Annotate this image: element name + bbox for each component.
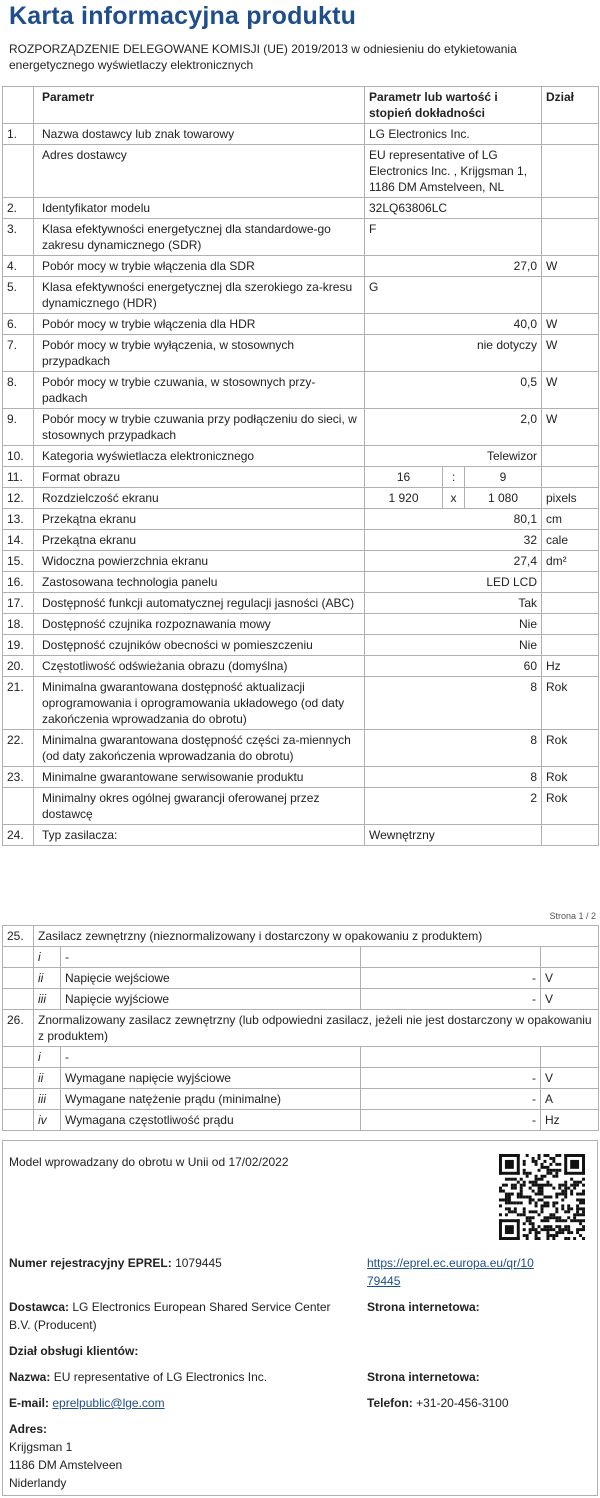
power-supply-subrow bbox=[3, 1089, 599, 1110]
sub-value: - bbox=[361, 1110, 541, 1131]
regulation-subtitle: ROZPORZĄDZENIE DELEGOWANE KOMISJI (UE) 2019/2013 w odniesieniu do etykietowania energetycznego wyświetlaczy elektronicznych bbox=[9, 42, 517, 72]
power-supply-subrow bbox=[3, 968, 599, 989]
row-label: Minimalny okres ogólnej gwarancji oferowanej przez dostawcę bbox=[34, 788, 365, 825]
row-number: 20. bbox=[3, 656, 34, 677]
row-label: Pobór mocy w trybie czuwania, w stosownych przy-padkach bbox=[34, 372, 365, 409]
sub-roman: iii bbox=[34, 1089, 61, 1110]
power-supply-subrow bbox=[3, 1068, 599, 1089]
row-label: Klasa efektywności energetycznej dla standardowe-go zakresu dynamicznego (SDR) bbox=[34, 219, 365, 256]
sub-value bbox=[361, 1047, 541, 1068]
row-value: 8 bbox=[365, 767, 542, 788]
row-unit bbox=[542, 446, 599, 467]
table-row bbox=[3, 409, 599, 446]
address-line-3: Niderlandy bbox=[9, 1476, 67, 1490]
sub-label: Wymagana częstotliwość prądu bbox=[61, 1110, 361, 1131]
eprel-info-box bbox=[2, 1140, 598, 1496]
page-number: Strona 1 / 2 bbox=[549, 911, 596, 921]
row-number: 12. bbox=[3, 488, 34, 509]
row-number: 22. bbox=[3, 730, 34, 767]
sub-roman: iii bbox=[34, 989, 61, 1010]
row-number: 9. bbox=[3, 409, 34, 446]
row-label: Zasilacz zewnętrzny (nieznormalizowany i dostarczony w opakowaniu z produktem) bbox=[34, 926, 599, 947]
supplier-website-label bbox=[367, 1298, 480, 1316]
service-phone bbox=[367, 1394, 509, 1412]
email-link[interactable]: eprelpublic@lge.com bbox=[52, 1396, 165, 1410]
sub-label: - bbox=[61, 1047, 361, 1068]
row-value-b: 9 bbox=[465, 467, 542, 488]
row-label: Identyfikator modelu bbox=[34, 198, 365, 219]
row-number: 1. bbox=[3, 124, 34, 145]
row-label: Pobór mocy w trybie włączenia dla HDR bbox=[34, 314, 365, 335]
eprel-url-line1[interactable]: https://eprel.ec.europa.eu/qr/10 bbox=[367, 1256, 534, 1270]
power-supply-row bbox=[3, 926, 599, 947]
table-row bbox=[3, 446, 599, 467]
row-number: 6. bbox=[3, 314, 34, 335]
row-value: 0,5 bbox=[365, 372, 542, 409]
row-value: Nie bbox=[365, 614, 542, 635]
name-label: Nazwa: bbox=[9, 1370, 51, 1384]
row-unit: Rok bbox=[542, 767, 599, 788]
row-unit bbox=[542, 124, 599, 145]
row-number: 15. bbox=[3, 551, 34, 572]
row-unit bbox=[542, 145, 599, 198]
sub-value: - bbox=[361, 989, 541, 1010]
website-label: Strona internetowa: bbox=[367, 1300, 480, 1314]
row-number: 17. bbox=[3, 593, 34, 614]
row-unit bbox=[542, 198, 599, 219]
sub-unit bbox=[541, 947, 599, 968]
row-number bbox=[3, 788, 34, 825]
sub-indent bbox=[3, 989, 34, 1010]
sub-indent bbox=[3, 1047, 34, 1068]
table-row bbox=[3, 467, 599, 488]
row-number: 7. bbox=[3, 335, 34, 372]
row-unit: Rok bbox=[542, 730, 599, 767]
power-supply-subrow bbox=[3, 1110, 599, 1131]
header-num bbox=[3, 87, 34, 124]
table-row bbox=[3, 145, 599, 198]
row-unit bbox=[542, 277, 599, 314]
phone-value: +31-20-456-3100 bbox=[416, 1396, 509, 1410]
row-label: Pobór mocy w trybie włączenia dla SDR bbox=[34, 256, 365, 277]
row-unit: W bbox=[542, 314, 599, 335]
sub-unit bbox=[541, 1047, 599, 1068]
table-row bbox=[3, 256, 599, 277]
row-value: Nie bbox=[365, 635, 542, 656]
row-label: Pobór mocy w trybie czuwania przy podłączeniu do sieci, w stosownych przypadkach bbox=[34, 409, 365, 446]
sub-label: - bbox=[61, 947, 361, 968]
sub-roman: i bbox=[34, 947, 61, 968]
row-number: 24. bbox=[3, 825, 34, 846]
row-number: 14. bbox=[3, 530, 34, 551]
row-number: 13. bbox=[3, 509, 34, 530]
qr-code-icon[interactable] bbox=[499, 1154, 585, 1240]
sub-indent bbox=[3, 1089, 34, 1110]
row-number: 19. bbox=[3, 635, 34, 656]
row-label: Dostępność funkcji automatycznej regulacji jasności (ABC) bbox=[34, 593, 365, 614]
table-row bbox=[3, 825, 599, 846]
sub-value: - bbox=[361, 1068, 541, 1089]
row-value-a: 16 bbox=[365, 467, 443, 488]
row-value-sep: : bbox=[443, 467, 465, 488]
row-unit bbox=[542, 825, 599, 846]
row-value-b: 1 080 bbox=[465, 488, 542, 509]
table-row bbox=[3, 788, 599, 825]
table-row bbox=[3, 488, 599, 509]
row-label: Dostępność czujnika rozpoznawania mowy bbox=[34, 614, 365, 635]
row-number: 2. bbox=[3, 198, 34, 219]
row-value: 27,4 bbox=[365, 551, 542, 572]
sub-label: Wymagane natężenie prądu (minimalne) bbox=[61, 1089, 361, 1110]
row-value: 80,1 bbox=[365, 509, 542, 530]
sub-roman: i bbox=[34, 1047, 61, 1068]
row-value: 2,0 bbox=[365, 409, 542, 446]
customer-service-label bbox=[9, 1342, 138, 1360]
row-value: Telewizor bbox=[365, 446, 542, 467]
row-unit bbox=[542, 614, 599, 635]
sub-unit: V bbox=[541, 989, 599, 1010]
row-label: Minimalna gwarantowana dostępność aktualizacji oprogramowania i oprogramowania układowego (od daty zakończenia wprowadzania do obrotu) bbox=[34, 677, 365, 730]
row-value: Tak bbox=[365, 593, 542, 614]
sub-label: Wymagane napięcie wyjściowe bbox=[61, 1068, 361, 1089]
row-label: Rozdzielczość ekranu bbox=[34, 488, 365, 509]
row-number: 11. bbox=[3, 467, 34, 488]
name-value: EU representative of LG Electronics Inc. bbox=[53, 1370, 268, 1384]
sub-unit: Hz bbox=[541, 1110, 599, 1131]
supplier-info bbox=[9, 1298, 364, 1334]
table-row bbox=[3, 551, 599, 572]
table-row bbox=[3, 635, 599, 656]
row-unit: Hz bbox=[542, 656, 599, 677]
row-value: 27,0 bbox=[365, 256, 542, 277]
sub-unit: A bbox=[541, 1089, 599, 1110]
row-value: 2 bbox=[365, 788, 542, 825]
header-unit: Dział bbox=[542, 87, 599, 124]
row-number: 4. bbox=[3, 256, 34, 277]
parameters-table bbox=[2, 86, 599, 846]
table-row bbox=[3, 572, 599, 593]
row-value: EU representative of LG Electronics Inc. , Krijgsman 1, 1186 DM Amstelveen, NL bbox=[365, 145, 542, 198]
row-value-sep: x bbox=[443, 488, 465, 509]
power-supply-row bbox=[3, 1010, 599, 1047]
power-supply-subrow bbox=[3, 947, 599, 968]
row-value: F bbox=[365, 219, 542, 256]
row-number: 26. bbox=[3, 1010, 34, 1047]
service-label: Dział obsługi klientów: bbox=[9, 1344, 139, 1358]
row-number: 18. bbox=[3, 614, 34, 635]
service-email bbox=[9, 1394, 165, 1412]
row-label: Klasa efektywności energetycznej dla szerokiego za-kresu dynamicznego (HDR) bbox=[34, 277, 365, 314]
row-value: LG Electronics Inc. bbox=[365, 124, 542, 145]
row-unit: W bbox=[542, 335, 599, 372]
table-row bbox=[3, 124, 599, 145]
row-unit: pixels bbox=[542, 488, 599, 509]
row-number: 16. bbox=[3, 572, 34, 593]
website-label-2: Strona internetowa: bbox=[367, 1370, 480, 1384]
row-unit: W bbox=[542, 409, 599, 446]
sub-value: - bbox=[361, 968, 541, 989]
supplier-label: Dostawca: bbox=[9, 1300, 70, 1314]
service-name bbox=[9, 1368, 267, 1386]
table-row bbox=[3, 730, 599, 767]
service-address bbox=[9, 1420, 122, 1492]
address-line-2: 1186 DM Amstelveen bbox=[9, 1458, 123, 1472]
eprel-link[interactable] bbox=[367, 1254, 534, 1290]
row-label: Adres dostawcy bbox=[34, 145, 365, 198]
row-unit bbox=[542, 635, 599, 656]
table-row bbox=[3, 767, 599, 788]
header-value: Parametr lub wartość i stopień dokładności bbox=[365, 87, 542, 124]
sub-unit: V bbox=[541, 968, 599, 989]
table-row bbox=[3, 277, 599, 314]
eprel-reg-label: Numer rejestracyjny EPREL: bbox=[9, 1256, 172, 1270]
row-number: 21. bbox=[3, 677, 34, 730]
eprel-registration bbox=[9, 1254, 222, 1272]
power-supply-table bbox=[2, 925, 599, 1131]
row-value: nie dotyczy bbox=[365, 335, 542, 372]
table-row bbox=[3, 530, 599, 551]
table-row bbox=[3, 656, 599, 677]
power-supply-subrow bbox=[3, 1047, 599, 1068]
row-value: 32LQ63806LC bbox=[365, 198, 542, 219]
row-value: G bbox=[365, 277, 542, 314]
row-unit: Rok bbox=[542, 677, 599, 730]
sub-indent bbox=[3, 968, 34, 989]
table-row bbox=[3, 335, 599, 372]
address-label: Adres: bbox=[9, 1422, 48, 1436]
service-website bbox=[367, 1368, 480, 1386]
table-row bbox=[3, 593, 599, 614]
sub-indent bbox=[3, 1068, 34, 1089]
row-unit bbox=[542, 219, 599, 256]
eprel-url-line2[interactable]: 79445 bbox=[367, 1274, 401, 1288]
sub-value: - bbox=[361, 1089, 541, 1110]
table-row bbox=[3, 677, 599, 730]
sub-label: Napięcie wyjściowe bbox=[61, 989, 361, 1010]
supplier-value-1: LG Electronics European Shared Service Center bbox=[72, 1300, 331, 1314]
table-row bbox=[3, 198, 599, 219]
sub-indent bbox=[3, 947, 34, 968]
row-value-a: 1 920 bbox=[365, 488, 443, 509]
table-row bbox=[3, 372, 599, 409]
row-label: Dostępność czujników obecności w pomieszczeniu bbox=[34, 635, 365, 656]
row-value: 40,0 bbox=[365, 314, 542, 335]
row-number: 3. bbox=[3, 219, 34, 256]
row-unit: W bbox=[542, 372, 599, 409]
row-unit bbox=[542, 572, 599, 593]
market-date-text: Model wprowadzany do obrotu w Unii od 17/02/2022 bbox=[9, 1155, 289, 1169]
row-value: 32 bbox=[365, 530, 542, 551]
eprel-reg-value: 1079445 bbox=[175, 1256, 222, 1270]
row-label: Pobór mocy w trybie wyłączenia, w stosownych przypadkach bbox=[34, 335, 365, 372]
row-unit: Rok bbox=[542, 788, 599, 825]
row-number bbox=[3, 145, 34, 198]
row-unit bbox=[542, 593, 599, 614]
row-number: 23. bbox=[3, 767, 34, 788]
table-row bbox=[3, 314, 599, 335]
table-row bbox=[3, 219, 599, 256]
row-label: Nazwa dostawcy lub znak towarowy bbox=[34, 124, 365, 145]
power-supply-subrow bbox=[3, 989, 599, 1010]
table-row bbox=[3, 614, 599, 635]
row-label: Minimalna gwarantowana dostępność części za-miennych (od daty zakończenia wprowadzania do obrotu) bbox=[34, 730, 365, 767]
row-value: 8 bbox=[365, 730, 542, 767]
header-parameter: Parametr bbox=[34, 87, 365, 124]
row-number: 10. bbox=[3, 446, 34, 467]
row-label: Znormalizowany zasilacz zewnętrzny (lub odpowiedni zasilacz, jeżeli nie jest dostarczony w opakowaniu z produktem) bbox=[34, 1010, 599, 1047]
row-label: Przekątna ekranu bbox=[34, 509, 365, 530]
phone-label: Telefon: bbox=[367, 1396, 413, 1410]
row-number: 25. bbox=[3, 926, 34, 947]
row-label: Format obrazu bbox=[34, 467, 365, 488]
row-value: LED LCD bbox=[365, 572, 542, 593]
row-unit: W bbox=[542, 256, 599, 277]
sub-indent bbox=[3, 1110, 34, 1131]
table-header-row bbox=[3, 87, 599, 124]
row-number: 5. bbox=[3, 277, 34, 314]
row-number: 8. bbox=[3, 372, 34, 409]
sub-unit: V bbox=[541, 1068, 599, 1089]
row-value: 60 bbox=[365, 656, 542, 677]
row-value: 8 bbox=[365, 677, 542, 730]
row-label: Częstotliwość odświeżania obrazu (domyślna) bbox=[34, 656, 365, 677]
row-label: Przekątna ekranu bbox=[34, 530, 365, 551]
row-unit: dm² bbox=[542, 551, 599, 572]
row-label: Minimalne gwarantowane serwisowanie produktu bbox=[34, 767, 365, 788]
address-line-1: Krijgsman 1 bbox=[9, 1440, 73, 1454]
row-label: Typ zasilacza: bbox=[34, 825, 365, 846]
sub-value bbox=[361, 947, 541, 968]
row-unit: cm bbox=[542, 509, 599, 530]
row-label: Zastosowana technologia panelu bbox=[34, 572, 365, 593]
supplier-value-2: B.V. (Producent) bbox=[9, 1318, 97, 1332]
table-row bbox=[3, 509, 599, 530]
row-label: Widoczna powierzchnia ekranu bbox=[34, 551, 365, 572]
sub-label: Napięcie wejściowe bbox=[61, 968, 361, 989]
row-unit: cale bbox=[542, 530, 599, 551]
sub-roman: ii bbox=[34, 1068, 61, 1089]
sub-roman: iv bbox=[34, 1110, 61, 1131]
email-label: E-mail: bbox=[9, 1396, 50, 1410]
row-unit bbox=[542, 467, 599, 488]
sub-roman: ii bbox=[34, 968, 61, 989]
page-title: Karta informacyjna produktu bbox=[9, 2, 357, 30]
row-label: Kategoria wyświetlacza elektronicznego bbox=[34, 446, 365, 467]
row-value: Wewnętrzny bbox=[365, 825, 542, 846]
